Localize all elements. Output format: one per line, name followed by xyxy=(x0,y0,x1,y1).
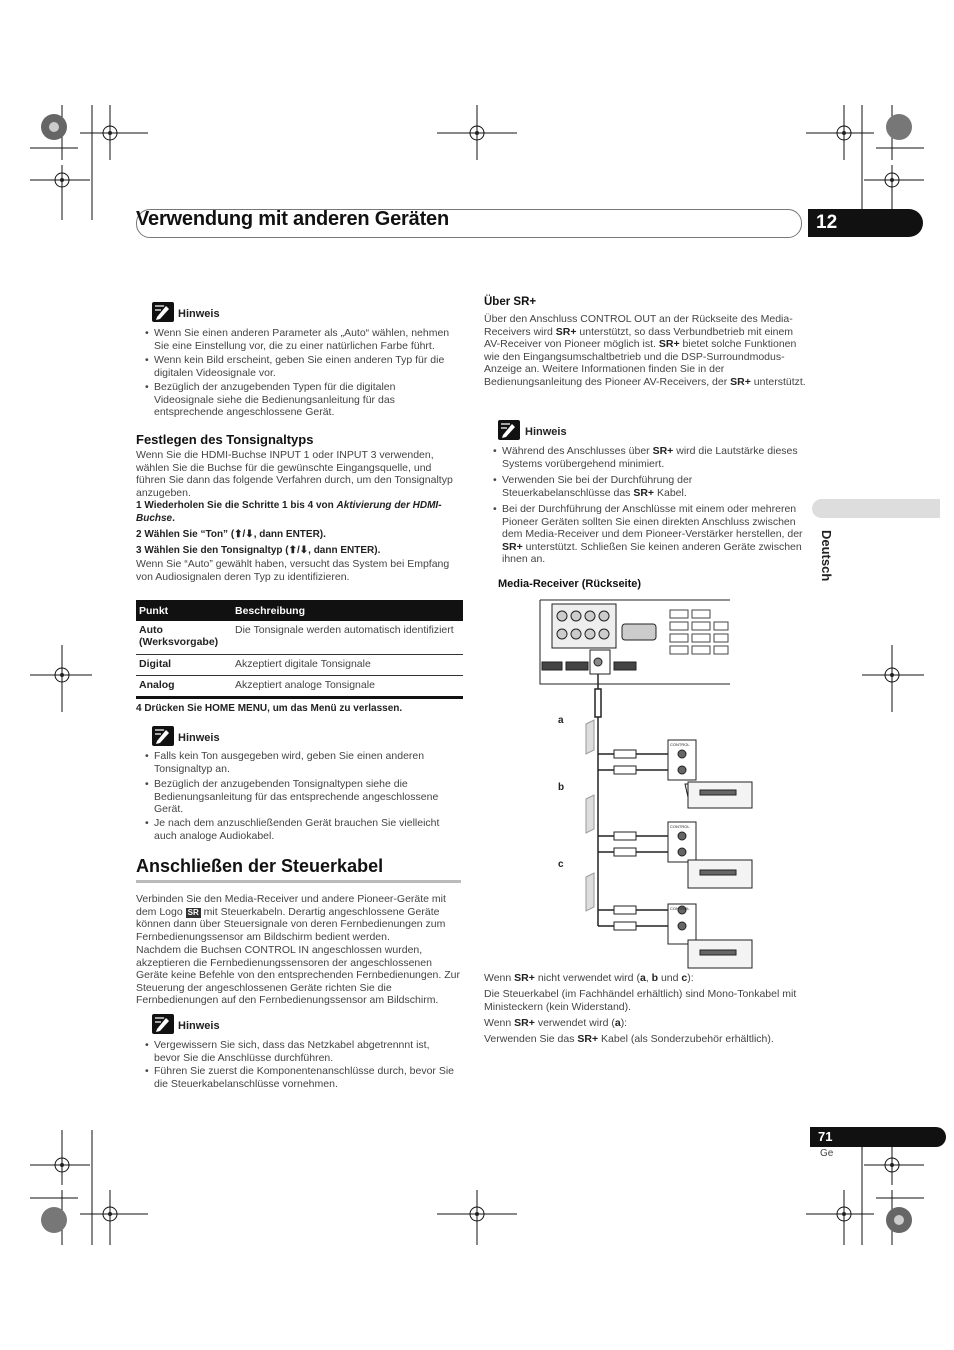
media-receiver-panel xyxy=(540,600,730,684)
paragraph: Nachdem die Buchsen CONTROL IN angeschlossen wurden, akzeptieren die Fernbedienungssensoren der angeschlossenen Geräte keine Befehle von den entsprechenden Fernbedienungen. Zur Steuerung der angeschlossenen Geräte richten Sie die Fernbedienungen auf den Fernbedienungssensor am Bildschirm. xyxy=(136,944,460,1006)
language-text: Deutsch xyxy=(819,530,834,582)
device-control-label: CONTROL xyxy=(670,824,690,829)
paragraph xyxy=(484,1033,808,1046)
paragraph-text: Verbinden Sie den Media-Receiver und andere Pioneer-Geräte mit dem Logo xyxy=(136,893,446,918)
step-text: 1 Wiederholen Sie die Schritte 1 bis 4 von xyxy=(136,500,334,511)
list-text: wird die Lautstärke dieses Systems vorübergehend minimiert. xyxy=(502,445,798,470)
heading-rule xyxy=(136,880,461,883)
paragraph-text: bietet solche Funktionen wie den Eingangsumschaltbetrieb und die DSP-Surroundmodus-Anzeige an. Weitere Informationen finden Sie in der Bedienungsanleitung des Pioneer AV-Receivers, der xyxy=(484,338,797,388)
table-row xyxy=(136,655,463,676)
diagram-title: Media-Receiver (Rückseite) xyxy=(498,578,642,590)
language-label xyxy=(819,530,839,590)
paragraph-text: mit Steuerkabeln. Derartig angeschlossene Geräte können dann über Steuersignale von deren Fernbedienungen zum Fernbedienungssensor am Bildschirm bedient werden. xyxy=(136,905,446,943)
list-text: unterstützt. Schließen Sie keinen anderen Geräte zwischen ihnen an. xyxy=(502,540,802,565)
paragraph: Die Steuerkabel (im Fachhändel erhältlich) sind Mono-Tonkabel mit Ministeckern (kein Widerstand). xyxy=(484,988,797,1013)
column-header: Beschreibung xyxy=(232,600,463,621)
paragraph-text: ): xyxy=(620,1017,628,1029)
connection-diagram xyxy=(530,594,770,974)
list-item: • Führen Sie zuerst die Komponentenanschlüsse durch, bevor Sie die Steuerkabelanschlüsse vornehmen. xyxy=(154,1065,454,1090)
page-number: 71 xyxy=(818,1129,833,1144)
list-item xyxy=(502,445,807,470)
sr-plus: SR+ xyxy=(730,375,751,388)
paragraph-text: unterstützt. xyxy=(753,375,806,388)
list-item xyxy=(502,503,807,566)
paragraph-text: Wenn xyxy=(484,1017,512,1029)
label-b-ref: b xyxy=(651,972,659,984)
paragraph-text: und xyxy=(660,972,679,984)
paragraph-text: ): xyxy=(687,972,694,984)
sr-plus: SR+ xyxy=(652,445,674,457)
signal-type-table xyxy=(136,600,463,699)
note-icon xyxy=(498,420,520,440)
table-row xyxy=(136,676,463,698)
table-cell: Akzeptiert analoge Tonsignale xyxy=(232,676,463,698)
note-heading: Hinweis xyxy=(178,308,220,320)
step-1 xyxy=(136,500,456,525)
sr-plus: SR+ xyxy=(577,1033,599,1045)
note-heading: Hinweis xyxy=(178,732,220,744)
sr-plus: SR+ xyxy=(633,486,655,499)
sr-plus: SR+ xyxy=(555,325,577,338)
paragraph: Wenn SR+ nicht verwendet wird (a, b und c): xyxy=(484,972,694,984)
step-3: 3 Wählen Sie den Tonsignaltyp (⬆/⬇, dann ENTER). xyxy=(136,545,381,556)
step-2: 2 Wählen Sie “Ton” (⬆/⬇, dann ENTER). xyxy=(136,529,326,540)
paragraph-text: unterstützt, so dass Verbundbetrieb mit einem AV-Receiver von Pioneer möglich ist. xyxy=(484,325,794,350)
sr-plus: SR+ xyxy=(514,972,535,984)
list-text: Bei der Durchführung der Anschlüsse mit einem oder mehreren Pioneer Geräten sollten Sie einen direkten Anschluss zwischen dem Media-Receiver und dem Pioneer-Verstärker herstellen, der xyxy=(502,503,803,540)
paragraph-text: Über den Anschluss CONTROL OUT an der Rückseite des Media-Receivers wird xyxy=(484,313,793,338)
column-header: Punkt xyxy=(136,600,232,621)
list-text: Kabel. xyxy=(656,486,687,499)
section-heading: Anschließen der Steuerkabel xyxy=(136,856,384,876)
note-heading: Hinweis xyxy=(525,426,567,438)
section-heading: Über SR+ xyxy=(484,296,537,308)
label-a: a xyxy=(558,715,564,726)
label-a-ref: a xyxy=(614,1017,621,1029)
table-cell: Analog xyxy=(136,676,232,698)
label-c-ref: c xyxy=(681,972,688,984)
paragraph xyxy=(484,1017,808,1030)
list-item: • Vergewissern Sie sich, dass das Netzkabel abgetrennnt ist, bevor Sie die Anschlüsse durchführen. xyxy=(154,1039,454,1064)
table-cell: Die Tonsignale werden automatisch identifiziert xyxy=(232,621,463,655)
note-icon xyxy=(152,726,174,746)
table-header xyxy=(136,600,463,621)
step-end: . xyxy=(172,512,175,524)
chapter-number xyxy=(808,209,923,237)
list-item: • Bezüglich der anzugebenden Typen für die digitalen Videosignale siehe die Bedienungsanleitung für das entsprechende angeschlossene Gerät. xyxy=(154,381,454,419)
sr-plus: SR+ xyxy=(502,540,523,553)
note-heading: Hinweis xyxy=(178,1020,220,1032)
list-item: • Bezüglich der anzugebenden Tonsignaltypen siehe die Bedienungsanleitung für das entsprechende angeschlossene Gerät. xyxy=(154,778,460,816)
paragraph: Wenn Sie die HDMI-Buchse INPUT 1 oder INPUT 3 verwenden, wählen Sie die Buchse für die gewünschte Eingangsquelle, und führen Sie dann das folgende Verfahren durch, um den Tonsignaltyp anzugeben. xyxy=(136,449,453,499)
device-control-label: CONTROL xyxy=(670,742,690,747)
page-title: Verwendung mit anderen Geräten xyxy=(136,208,449,230)
page-number-box xyxy=(810,1127,946,1147)
table-cell: Akzeptiert digitale Tonsignale xyxy=(232,655,463,676)
label-c: c xyxy=(558,859,564,870)
paragraph-text: verwendet wird ( xyxy=(537,1017,615,1029)
note-icon xyxy=(152,1014,174,1034)
step-reference: Aktivierung der HDMI-Buchse xyxy=(136,500,442,524)
sr-logo: SR xyxy=(187,907,199,917)
label-b: b xyxy=(558,782,565,793)
list-item: • Wenn kein Bild erscheint, geben Sie einen anderen Typ für die digitalen Videosignale vor. xyxy=(154,354,461,379)
sr-plus: SR+ xyxy=(514,1017,535,1029)
paragraph-text: Wenn xyxy=(484,972,512,984)
table-cell: Digital xyxy=(136,655,232,676)
paragraph-text: Verwenden Sie das xyxy=(484,1033,575,1045)
page-language: Ge xyxy=(820,1148,834,1159)
sr-plus: SR+ xyxy=(658,338,680,350)
chapter-label: 12 xyxy=(816,212,838,233)
section-heading: Festlegen des Tonsignaltyps xyxy=(136,432,314,447)
list-text: Während des Anschlusses über xyxy=(502,445,650,457)
paragraph xyxy=(484,313,808,388)
table-cell: Auto (Werksvorgabe) xyxy=(136,621,232,655)
list-text: Verwenden Sie bei der Durchführung der Steuerkabelanschlüsse das xyxy=(502,474,693,499)
label-a-ref: a xyxy=(639,972,646,984)
device-control-label: CONTROL xyxy=(670,906,690,911)
step-4: 4 Drücken Sie HOME MENU, um das Menü zu verlassen. xyxy=(136,703,403,714)
note-icon xyxy=(152,302,174,322)
paragraph-text: Kabel (als Sonderzubehör erhältlich). xyxy=(601,1033,774,1045)
paragraph: Wenn Sie “Auto” gewählt haben, versucht das System bei Empfang von Audiosignalen deren Typ zu identifizieren. xyxy=(136,558,450,583)
list-item: • Falls kein Ton ausgegeben wird, geben Sie einen anderen Tonsignaltyp an. xyxy=(154,750,454,775)
list-item: • Je nach dem anzuschließenden Gerät brauchen Sie vielleicht auch analoge Audiokabel. xyxy=(154,817,456,842)
list-item xyxy=(502,474,752,499)
language-tab xyxy=(812,499,940,518)
paragraph-text: nicht verwendet wird ( xyxy=(537,972,640,984)
table-row xyxy=(136,621,463,655)
list-item: • Wenn Sie einen anderen Parameter als „Auto“ wählen, nehmen Sie eine Einstellung vor, die zu einer natürlichen Farbe führt. xyxy=(154,327,461,352)
paragraph xyxy=(136,893,461,943)
